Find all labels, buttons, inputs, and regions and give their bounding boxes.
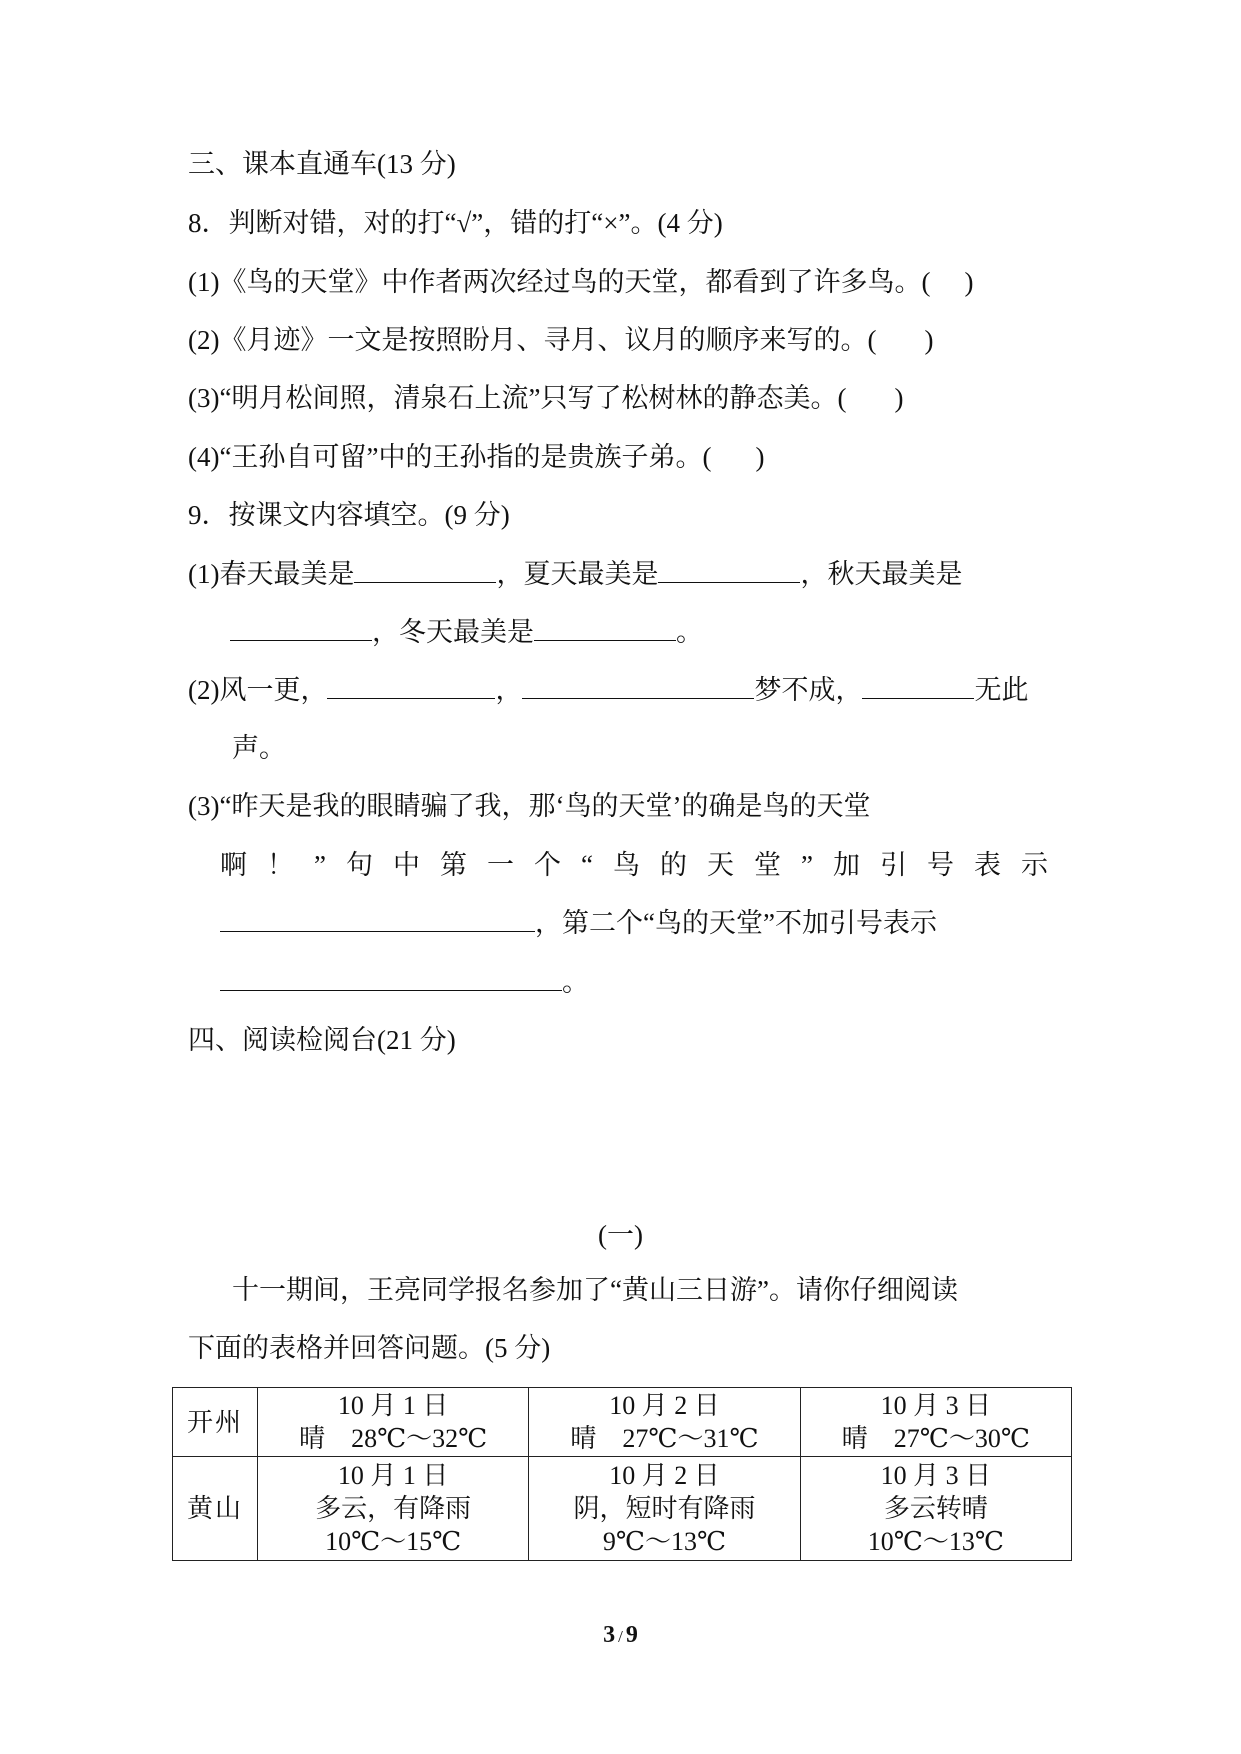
- section-4-heading: 四、阅读检阅台(21 分): [188, 1025, 456, 1055]
- q9-item-1-line-2: [230, 614, 703, 650]
- q8-item-1-text: (1)《鸟的天堂》中作者两次经过鸟的天堂，都看到了许多鸟。(: [188, 267, 931, 297]
- fill-blank-autumn[interactable]: [230, 614, 372, 641]
- spaced-char: 的: [659, 850, 687, 880]
- fill-blank-poem-3[interactable]: [862, 672, 974, 699]
- city-cell: 开州: [173, 1388, 258, 1457]
- fill-blank-poem-1[interactable]: [327, 672, 495, 699]
- fill-blank-quote-meaning-2[interactable]: [220, 964, 562, 991]
- city-cell: 黄山: [173, 1457, 258, 1561]
- q8-item-1: [188, 264, 973, 300]
- spaced-char: 示: [1020, 850, 1048, 880]
- q9-item-2-text-b: ，: [495, 675, 523, 705]
- q9-item-2-line-1: [188, 672, 1028, 708]
- q8-item-2: [188, 322, 933, 358]
- question-9-title: 9．按课文内容填空。(9 分): [188, 500, 510, 530]
- spaced-char: ！: [267, 850, 294, 880]
- date: 10 月 1 日: [337, 1391, 449, 1420]
- q9-item-1-text-d: ，冬天最美是: [372, 617, 534, 647]
- weather-cell: [800, 1457, 1071, 1561]
- spaced-char: 鸟: [612, 850, 640, 880]
- q9-item-2-text-c: 梦不成，: [754, 675, 863, 705]
- spaced-char: 一: [486, 850, 514, 880]
- q8-item-2-close: ): [924, 325, 934, 355]
- date: 10 月 3 日: [880, 1391, 992, 1420]
- reading-intro-line-1: 十一期间，王亮同学报名参加了“黄山三日游”。请你仔细阅读: [232, 1275, 958, 1305]
- table-row: [173, 1388, 1072, 1457]
- temperature: 10℃～13℃: [867, 1527, 1004, 1556]
- spaced-char: 引: [879, 850, 907, 880]
- spaced-char: 个: [533, 850, 561, 880]
- q9-item-3-text-2: [220, 847, 1048, 883]
- temperature: 9℃～13℃: [602, 1527, 727, 1556]
- weather-desc: 晴 27℃～30℃: [841, 1424, 1030, 1453]
- spaced-char: 天: [706, 850, 734, 880]
- q8-item-4-text: (4)“王孙自可留”中的王孙指的是贵族子弟。(: [188, 442, 712, 472]
- spaced-char: 第: [439, 850, 467, 880]
- q9-item-3-text-3: ，第二个“鸟的天堂”不加引号表示: [535, 908, 937, 938]
- weather-table: [172, 1387, 1072, 1561]
- q9-item-1-text-c: ，秋天最美是: [800, 559, 963, 589]
- q8-item-3-close: ): [894, 383, 904, 413]
- weather-cell: [529, 1457, 800, 1561]
- q9-item-1-text-e: 。: [676, 617, 703, 647]
- q8-item-2-text: (2)《月迹》一文是按照盼月、寻月、议月的顺序来写的。(: [188, 325, 877, 355]
- reading-intro-line-2: 下面的表格并回答问题。(5 分): [188, 1333, 551, 1363]
- q9-item-2-text-d: 无此: [974, 675, 1029, 705]
- spaced-char: 加: [832, 850, 860, 880]
- q8-item-3: [188, 380, 903, 416]
- spaced-char: “: [580, 850, 593, 880]
- weather-cell: [258, 1457, 529, 1561]
- q9-item-1-text-b: ，夏天最美是: [496, 559, 659, 589]
- temperature: 10℃～15℃: [325, 1527, 462, 1556]
- q8-item-4: [188, 439, 764, 475]
- q9-item-3-line-2: [220, 847, 1048, 883]
- q9-item-1-text-a: (1)春天最美是: [188, 559, 355, 589]
- weather-cell: [529, 1388, 800, 1457]
- page-separator: /: [618, 1627, 623, 1646]
- spaced-char: 号: [926, 850, 954, 880]
- q9-item-3-text-1: (3)“昨天是我的眼睛骗了我，那‘鸟的天堂’的确是鸟的天堂: [188, 791, 871, 821]
- q9-item-2-line-2: 声。: [232, 733, 286, 763]
- q9-item-3-line-1: [188, 788, 870, 824]
- weather-desc: 阴，短时有降雨: [573, 1494, 756, 1523]
- q9-item-3-text-4: 。: [562, 967, 589, 997]
- question-8-title: 8．判断对错，对的打“√”，错的打“×”。(4 分): [188, 208, 723, 238]
- reading-passage-number: (一): [598, 1220, 643, 1250]
- fill-blank-quote-meaning-1[interactable]: [220, 905, 535, 932]
- date: 10 月 1 日: [337, 1461, 449, 1490]
- q8-item-1-close: ): [964, 267, 974, 297]
- q9-item-3-line-4: [220, 964, 589, 1000]
- section-3-heading: 三、课本直通车(13 分): [188, 149, 456, 179]
- weather-desc: 多云转晴: [883, 1494, 988, 1523]
- page-total: 9: [625, 1622, 638, 1648]
- q8-item-4-close: ): [755, 442, 765, 472]
- spaced-char: 堂: [753, 850, 781, 880]
- table-row: [173, 1457, 1072, 1561]
- fill-blank-summer[interactable]: [658, 556, 800, 583]
- spaced-char: ”: [800, 850, 813, 880]
- date: 10 月 3 日: [880, 1461, 992, 1490]
- spaced-char: 句: [345, 850, 373, 880]
- spaced-char: 表: [973, 850, 1001, 880]
- page-current: 3: [603, 1622, 616, 1648]
- date: 10 月 2 日: [609, 1461, 720, 1490]
- spaced-char: 中: [392, 850, 420, 880]
- date: 10 月 2 日: [609, 1391, 720, 1420]
- spaced-char: 啊: [220, 850, 247, 880]
- spaced-char: ”: [314, 850, 326, 880]
- weather-cell: [258, 1388, 529, 1457]
- weather-desc: 晴 28℃～32℃: [299, 1424, 488, 1453]
- page-number: [0, 1622, 1241, 1649]
- weather-desc: 多云，有降雨: [315, 1494, 472, 1523]
- fill-blank-spring[interactable]: [354, 556, 496, 583]
- q9-item-3-line-3: [220, 905, 937, 941]
- q9-item-2-text-a: (2)风一更，: [188, 675, 328, 705]
- q9-item-1-line-1: [188, 556, 962, 592]
- fill-blank-poem-2[interactable]: [522, 672, 754, 699]
- weather-cell: [800, 1388, 1071, 1457]
- weather-desc: 晴 27℃～31℃: [570, 1424, 759, 1453]
- fill-blank-winter[interactable]: [534, 614, 676, 641]
- q8-item-3-text: (3)“明月松间照，清泉石上流”只写了松树林的静态美。(: [188, 383, 847, 413]
